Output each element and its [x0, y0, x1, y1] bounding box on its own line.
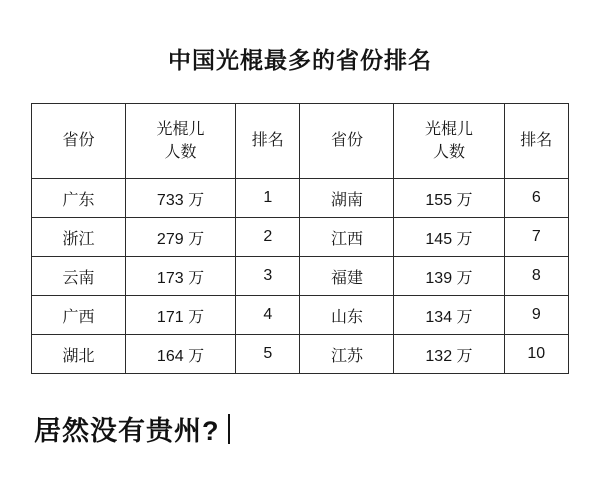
table-container [31, 103, 569, 374]
cell-rank-right: 9 [504, 296, 568, 335]
table-row [32, 218, 569, 257]
column-header-text-line2: 人数 [432, 144, 465, 161]
cell-rank-left: 1 [236, 179, 300, 218]
table-body [32, 179, 569, 374]
footer-note-text: 居然没有贵州? [34, 416, 220, 446]
column-header-text-line2: 人数 [164, 144, 197, 161]
column-header-count-right [394, 104, 504, 179]
cell-province-right: 湖南 [300, 179, 394, 218]
column-header-text: 排名 [251, 132, 284, 150]
cell-province-right: 江西 [300, 218, 394, 257]
cell-count-right: 132 万 [394, 335, 504, 374]
column-header-rank-right [504, 104, 568, 179]
cell-count-left: 171 万 [125, 296, 235, 335]
cell-rank-left: 3 [236, 257, 300, 296]
cell-rank-right: 8 [504, 257, 568, 296]
column-header-province-left [32, 104, 126, 179]
page-title: 中国光棍最多的省份排名 [168, 47, 432, 73]
column-header-rank-left [236, 104, 300, 179]
cell-province-left: 云南 [32, 257, 126, 296]
cell-rank-left: 4 [236, 296, 300, 335]
cell-count-right: 139 万 [394, 257, 504, 296]
table-header-row [32, 104, 569, 179]
ranking-table [31, 103, 569, 374]
table-header [32, 104, 569, 179]
cell-province-left: 广西 [32, 296, 126, 335]
footer-note [34, 409, 230, 448]
column-header-text: 省份 [62, 132, 95, 150]
table-row [32, 257, 569, 296]
cell-count-right: 134 万 [394, 296, 504, 335]
cell-province-right: 山东 [300, 296, 394, 335]
cell-count-left: 164 万 [125, 335, 235, 374]
cell-rank-right: 10 [504, 335, 568, 374]
cell-count-left: 733 万 [125, 179, 235, 218]
cell-count-right: 145 万 [394, 218, 504, 257]
column-header-count-left [125, 104, 235, 179]
cell-province-left: 浙江 [32, 218, 126, 257]
table-row [32, 179, 569, 218]
column-header-text: 排名 [520, 132, 553, 150]
cell-rank-left: 2 [236, 218, 300, 257]
column-header-text: 省份 [330, 132, 363, 150]
cell-count-left: 173 万 [125, 257, 235, 296]
column-header-text-line1: 光棍儿 [156, 120, 205, 138]
cell-rank-left: 5 [236, 335, 300, 374]
cell-province-left: 湖北 [32, 335, 126, 374]
cell-province-right: 江苏 [300, 335, 394, 374]
text-caret [228, 414, 230, 444]
cell-province-left: 广东 [32, 179, 126, 218]
cell-count-right: 155 万 [394, 179, 504, 218]
column-header-province-right [300, 104, 394, 179]
cell-rank-right: 7 [504, 218, 568, 257]
cell-rank-right: 6 [504, 179, 568, 218]
table-row [32, 296, 569, 335]
cell-province-right: 福建 [300, 257, 394, 296]
column-header-text-line1: 光棍儿 [424, 120, 473, 138]
table-row [32, 335, 569, 374]
cell-count-left: 279 万 [125, 218, 235, 257]
